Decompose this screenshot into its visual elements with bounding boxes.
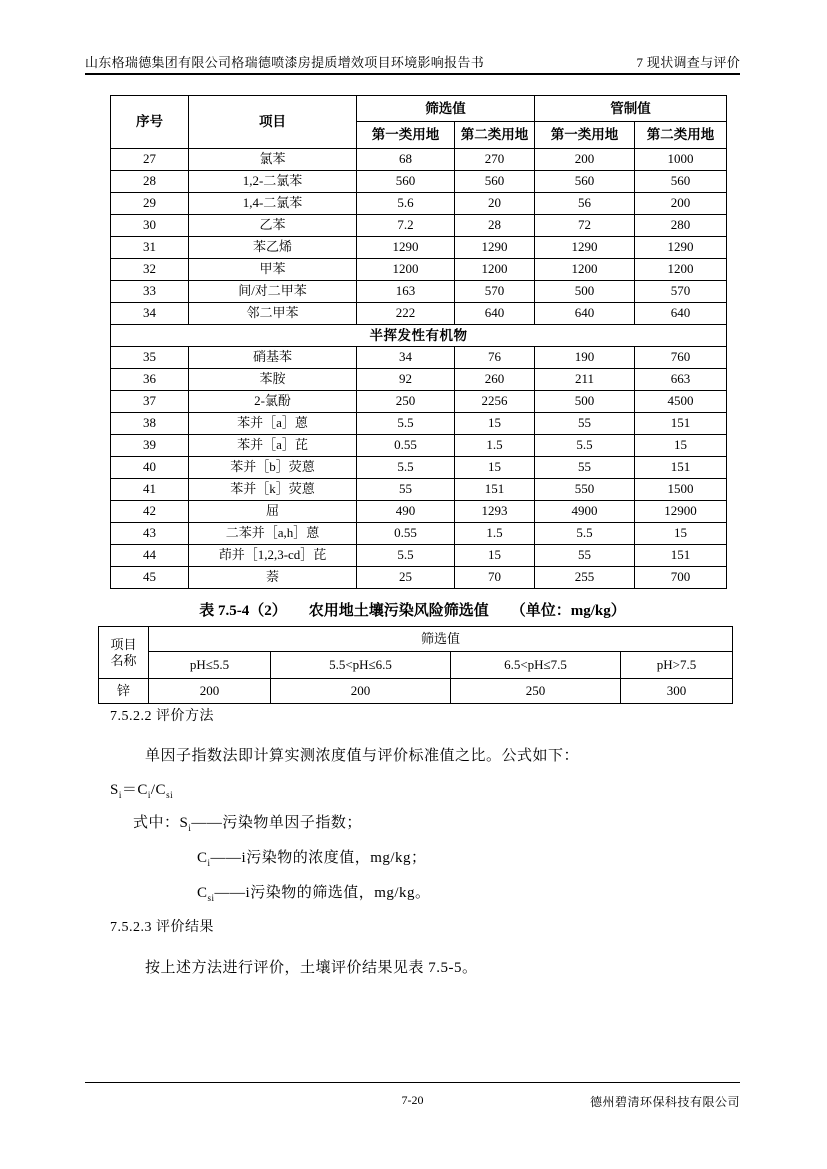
cell-screening-land1: 25: [357, 567, 455, 589]
col-header-land1-control: 第一类用地: [535, 122, 635, 149]
formula-where-si: [133, 811, 362, 832]
table2-caption: [85, 599, 740, 620]
cell-control-land1: 55: [535, 413, 635, 435]
formula-sub: i: [118, 790, 122, 800]
cell-control-land2: 200: [635, 193, 727, 215]
cell-no: 44: [111, 545, 189, 567]
ph-header-1: pH≤5.5: [149, 652, 271, 679]
cell-screening-land2: 2256: [455, 391, 535, 413]
cell-no: 29: [111, 193, 189, 215]
cell-no: 32: [111, 259, 189, 281]
soil-risk-table-head: [111, 96, 727, 149]
cell-screening-land2: 15: [455, 413, 535, 435]
cell-control-land1: 200: [535, 149, 635, 171]
where-post: ——i污染物的浓度值，mg/kg；: [210, 850, 427, 866]
table2-caption-label: 表 7.5-4（2）: [199, 603, 287, 619]
cell-item: 萘: [189, 567, 357, 589]
cell-no: 36: [111, 369, 189, 391]
table-row: [111, 391, 727, 413]
cell-control-land2: 280: [635, 215, 727, 237]
cell-screening-land1: 5.6: [357, 193, 455, 215]
table-row: [111, 435, 727, 457]
cell-control-land1: 5.5: [535, 523, 635, 545]
cell-item: 苯并［b］荧蒽: [189, 457, 357, 479]
where-pre: C: [197, 850, 208, 866]
agri-row-header-line2: 名称: [110, 652, 137, 668]
cell-screening-land2: 15: [455, 457, 535, 479]
table-row: [111, 347, 727, 369]
table-row: [111, 501, 727, 523]
cell-item: 1,2-二氯苯: [189, 171, 357, 193]
result-paragraph: 按上述方法进行评价，土壤评价结果见表 7.5-5。: [145, 960, 478, 976]
voc-rows-body: [111, 149, 727, 325]
cell-no: 45: [111, 567, 189, 589]
cell-screening-land2: 1290: [455, 237, 535, 259]
cell-screening-land2: 260: [455, 369, 535, 391]
cell-control-land1: 560: [535, 171, 635, 193]
ph-header-4: pH>7.5: [621, 652, 733, 679]
cell-screening-land2: 1.5: [455, 435, 535, 457]
cell-screening-land1: 0.55: [357, 523, 455, 545]
where-pre: C: [197, 885, 208, 901]
cell-control-land2: 4500: [635, 391, 727, 413]
header-rule: [85, 73, 740, 75]
table-row: [111, 567, 727, 589]
cell-no: 27: [111, 149, 189, 171]
col-header-land1-screening: 第一类用地: [357, 122, 455, 149]
cell-item: 屈: [189, 501, 357, 523]
section-heading-7522: 7.5.2.2 评价方法: [110, 709, 214, 724]
table-row: [111, 171, 727, 193]
table-row: [111, 413, 727, 435]
where-sub: i: [188, 823, 192, 833]
cell-control-land2: 560: [635, 171, 727, 193]
cell-screening-land1: 5.5: [357, 545, 455, 567]
table-header-row: [111, 96, 727, 122]
cell-screening-land2: 1200: [455, 259, 535, 281]
where-post: ——i污染物的筛选值，mg/kg。: [214, 885, 431, 901]
table-row: [111, 457, 727, 479]
cell-screening-land1: 163: [357, 281, 455, 303]
cell-no: 41: [111, 479, 189, 501]
cell-item: 间/对二甲苯: [189, 281, 357, 303]
table-row: [111, 523, 727, 545]
table-row: [111, 215, 727, 237]
cell-control-land1: 4900: [535, 501, 635, 523]
cell-item: 2-氯酚: [189, 391, 357, 413]
formula-where-ci: [197, 846, 427, 867]
cell-item: 苯并［a］芘: [189, 435, 357, 457]
section-row-body: [111, 325, 727, 347]
section-heading-7523: 7.5.2.3 评价结果: [110, 920, 214, 935]
cell-screening-land1: 560: [357, 171, 455, 193]
footer-rule: [85, 1082, 740, 1083]
col-header-land2-control: 第二类用地: [635, 122, 727, 149]
where-post: ——污染物单因子指数；: [191, 815, 362, 831]
cell-item: 茚并［1,2,3-cd］芘: [189, 545, 357, 567]
agri-element-name: 锌: [99, 679, 149, 704]
formula-part: ＝C: [121, 782, 148, 798]
cell-control-land2: 663: [635, 369, 727, 391]
doc-header-right-text: 7 现状调查与评价: [636, 55, 740, 70]
cell-control-land1: 255: [535, 567, 635, 589]
cell-screening-land1: 250: [357, 391, 455, 413]
cell-screening-land1: 1200: [357, 259, 455, 281]
agri-row-header: [99, 627, 149, 679]
cell-screening-land1: 55: [357, 479, 455, 501]
cell-control-land1: 500: [535, 391, 635, 413]
agri-table-row1: [99, 627, 733, 652]
cell-screening-land2: 1293: [455, 501, 535, 523]
agri-value-2: 200: [271, 679, 451, 704]
cell-screening-land2: 15: [455, 545, 535, 567]
method-paragraph: 单因子指数法即计算实测浓度值与评价标准值之比。公式如下：: [145, 748, 580, 764]
where-sub: i: [207, 858, 211, 868]
table-row: [111, 479, 727, 501]
cell-screening-land1: 68: [357, 149, 455, 171]
formula-part: S: [110, 782, 119, 798]
cell-no: 30: [111, 215, 189, 237]
cell-screening-land2: 151: [455, 479, 535, 501]
cell-screening-land1: 92: [357, 369, 455, 391]
cell-control-land2: 1290: [635, 237, 727, 259]
cell-screening-land2: 560: [455, 171, 535, 193]
footer-company: 德州碧清环保科技有限公司: [589, 1095, 740, 1109]
cell-control-land1: 211: [535, 369, 635, 391]
col-header-item: 项目: [189, 96, 357, 149]
formula-part: /C: [150, 782, 167, 798]
cell-no: 28: [111, 171, 189, 193]
cell-control-land1: 1200: [535, 259, 635, 281]
cell-item: 苯并［a］蒽: [189, 413, 357, 435]
cell-screening-land1: 1290: [357, 237, 455, 259]
cell-control-land2: 640: [635, 303, 727, 325]
table-section-row: [111, 325, 727, 347]
cell-item: 1,4-二氯苯: [189, 193, 357, 215]
svoc-rows-body: [111, 347, 727, 589]
cell-control-land2: 700: [635, 567, 727, 589]
cell-no: 35: [111, 347, 189, 369]
cell-control-land1: 640: [535, 303, 635, 325]
cell-no: 42: [111, 501, 189, 523]
table-row: [111, 369, 727, 391]
cell-control-land2: 151: [635, 457, 727, 479]
cell-control-land2: 15: [635, 435, 727, 457]
cell-screening-land1: 490: [357, 501, 455, 523]
cell-screening-land1: 5.5: [357, 413, 455, 435]
cell-control-land1: 1290: [535, 237, 635, 259]
cell-control-land1: 72: [535, 215, 635, 237]
cell-item: 二苯并［a,h］蒽: [189, 523, 357, 545]
cell-item: 苯并［k］荧蒽: [189, 479, 357, 501]
agri-value-1: 200: [149, 679, 271, 704]
cell-screening-land1: 0.55: [357, 435, 455, 457]
doc-header-left-text: 山东格瑞德集团有限公司格瑞德喷漆房提质增效项目环境影响报告书: [85, 55, 485, 70]
col-header-no: 序号: [111, 96, 189, 149]
col-group-control: 管制值: [535, 96, 727, 122]
agri-table-row2: [99, 652, 733, 679]
cell-no: 43: [111, 523, 189, 545]
cell-item: 苯胺: [189, 369, 357, 391]
cell-screening-land1: 5.5: [357, 457, 455, 479]
doc-footer: [85, 1093, 740, 1111]
table-row: [111, 237, 727, 259]
cell-item: 甲苯: [189, 259, 357, 281]
agri-soil-table: [98, 626, 733, 704]
section-label: 半挥发性有机物: [111, 325, 727, 347]
agri-value-3: 250: [451, 679, 621, 704]
cell-item: 硝基苯: [189, 347, 357, 369]
ph-header-3: 6.5<pH≤7.5: [451, 652, 621, 679]
cell-control-land2: 1500: [635, 479, 727, 501]
cell-control-land1: 550: [535, 479, 635, 501]
cell-no: 39: [111, 435, 189, 457]
cell-screening-land2: 20: [455, 193, 535, 215]
table-row: [111, 545, 727, 567]
col-header-land2-screening: 第二类用地: [455, 122, 535, 149]
cell-control-land2: 570: [635, 281, 727, 303]
ph-header-2: 5.5<pH≤6.5: [271, 652, 451, 679]
cell-control-land2: 151: [635, 545, 727, 567]
cell-screening-land1: 7.2: [357, 215, 455, 237]
cell-screening-land2: 640: [455, 303, 535, 325]
table-row: [111, 281, 727, 303]
cell-control-land2: 151: [635, 413, 727, 435]
cell-item: 苯乙烯: [189, 237, 357, 259]
cell-control-land1: 5.5: [535, 435, 635, 457]
cell-control-land2: 1200: [635, 259, 727, 281]
formula-sub: si: [166, 790, 174, 800]
cell-item: 乙苯: [189, 215, 357, 237]
cell-control-land2: 1000: [635, 149, 727, 171]
cell-control-land2: 12900: [635, 501, 727, 523]
table2-caption-unit: （单位：mg/kg）: [510, 603, 626, 619]
cell-no: 31: [111, 237, 189, 259]
cell-screening-land2: 270: [455, 149, 535, 171]
cell-screening-land2: 1.5: [455, 523, 535, 545]
table-row: [111, 259, 727, 281]
col-group-screening: 筛选值: [357, 96, 535, 122]
cell-control-land1: 500: [535, 281, 635, 303]
where-sub: si: [207, 893, 215, 903]
soil-risk-table: [110, 95, 727, 589]
cell-screening-land2: 28: [455, 215, 535, 237]
agri-group-screening: 筛选值: [149, 627, 733, 652]
cell-screening-land1: 34: [357, 347, 455, 369]
formula-where-csi: [197, 881, 431, 902]
cell-screening-land2: 76: [455, 347, 535, 369]
cell-control-land2: 15: [635, 523, 727, 545]
cell-control-land1: 190: [535, 347, 635, 369]
table-row: [111, 303, 727, 325]
cell-no: 40: [111, 457, 189, 479]
cell-item: 邻二甲苯: [189, 303, 357, 325]
cell-screening-land2: 70: [455, 567, 535, 589]
cell-no: 33: [111, 281, 189, 303]
cell-item: 氯苯: [189, 149, 357, 171]
formula: [110, 778, 173, 799]
formula-sub: i: [147, 790, 151, 800]
agri-table-row3: [99, 679, 733, 704]
agri-value-4: 300: [621, 679, 733, 704]
agri-row-header-line1: 项目: [110, 636, 137, 652]
cell-no: 37: [111, 391, 189, 413]
cell-screening-land2: 570: [455, 281, 535, 303]
table2-caption-text: 农用地土壤污染风险筛选值: [308, 603, 489, 619]
cell-no: 38: [111, 413, 189, 435]
cell-control-land1: 55: [535, 457, 635, 479]
cell-no: 34: [111, 303, 189, 325]
table-row: [111, 193, 727, 215]
cell-control-land1: 56: [535, 193, 635, 215]
page-number: 7-20: [401, 1093, 424, 1107]
cell-control-land2: 760: [635, 347, 727, 369]
doc-header: [85, 52, 740, 71]
table-row: [111, 149, 727, 171]
cell-screening-land1: 222: [357, 303, 455, 325]
where-pre: 式中：S: [133, 815, 189, 831]
cell-control-land1: 55: [535, 545, 635, 567]
